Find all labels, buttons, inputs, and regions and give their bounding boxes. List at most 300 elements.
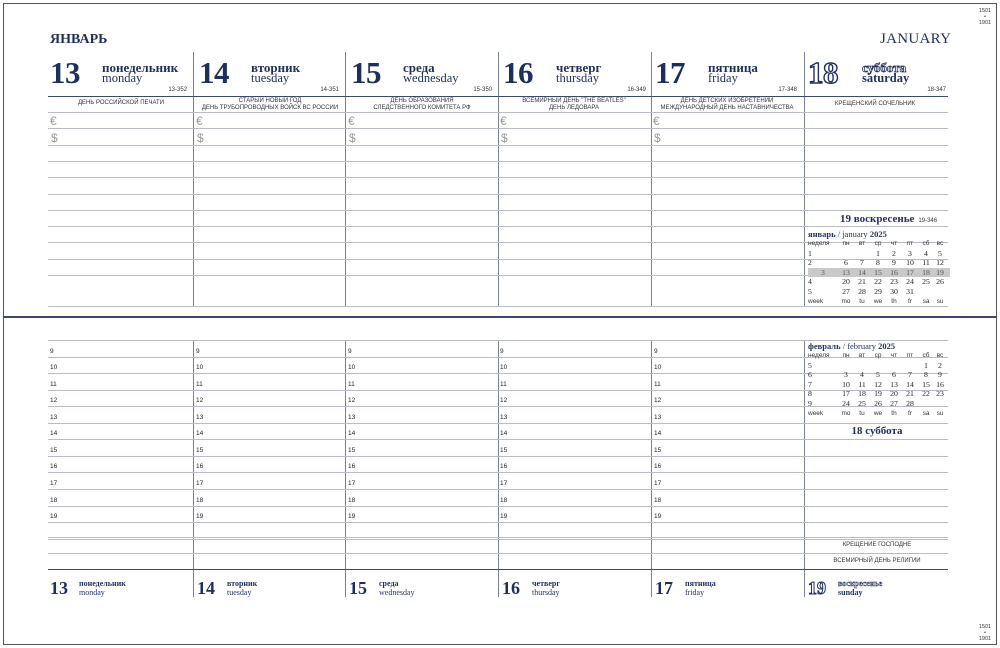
hour-label: 14 [196,430,204,437]
calendar-day [918,287,934,297]
holiday-line: ДЕНЬ ТРУБОПРОВОДНЫХ ВОЙСК ВС РОССИИ [201,105,339,111]
calendar-day: 30 [890,286,898,296]
hour-label: 13 [50,414,58,421]
calendar-day: mo [841,297,851,305]
footer-day-en: monday [79,588,105,597]
day-name-en: tuesday [251,71,290,85]
mini-calendar-title: февраль / february 2025 [808,341,896,351]
hour-label: 12 [348,397,356,404]
rule-line [48,128,948,129]
calendar-day: 27 [890,398,898,408]
mini-calendar-february [808,341,950,418]
holiday-line: ВСЕМИРНЫЙ ДЕНЬ "THE BEATLES" [522,98,626,104]
calendar-day: tu [859,297,865,305]
dollar-icon: $ [501,131,508,145]
calendar-day: 23 [890,277,898,287]
dollar-icon: $ [197,131,204,145]
calendar-day: 26 [936,277,944,287]
hour-label: 10 [196,364,204,371]
column-divider [804,340,805,597]
hour-label: 14 [50,430,58,437]
rule-line [48,177,948,178]
day-code: 16-349 [627,87,646,93]
calendar-day: ср [874,352,882,359]
holiday-note [651,98,803,112]
column-divider [804,52,805,307]
calendar-day: сб [922,240,930,247]
calendar-day: 10 [906,258,914,268]
footer-day-en: tuesday [227,588,252,597]
hour-label: 16 [50,463,58,470]
euro-icon: € [653,114,660,128]
calendar-day: 18 [922,267,930,277]
sunday-label [840,213,937,225]
hour-label: 14 [500,430,508,437]
hour-label: 16 [654,463,662,470]
hour-label: 19 [196,513,204,520]
rule-line [48,539,948,540]
day-name-en: friday [708,71,738,85]
column-divider [345,52,346,307]
calendar-day: 26 [874,398,882,408]
hour-label: 13 [500,414,508,421]
week-number: 6 [808,370,812,380]
mini-calendar-january [808,229,950,306]
mini-calendar-grid [808,239,950,306]
hour-label: 18 [348,497,356,504]
hour-label: 16 [348,463,356,470]
corner-code-top [978,8,992,26]
hour-label: 16 [500,463,508,470]
calendar-day [854,249,870,259]
mini-calendar-row [808,370,950,380]
footer-day-en: sunday [838,588,863,597]
mini-calendar-year: 2025 [878,341,896,351]
footer-day-ru: пятница [685,579,716,588]
calendar-day: пт [906,240,914,247]
corner-code-line: 1901 [978,636,992,642]
sunday-code: 19-346 [918,218,938,224]
hour-label: 15 [654,447,662,454]
month-title-ru: ЯНВАРЬ [50,32,108,47]
hour-label: 18 [50,497,58,504]
footer-day-number: 19 [808,578,826,598]
hour-label: 9 [50,348,54,355]
calendar-day: we [873,297,883,305]
euro-icon: € [348,114,355,128]
mini-calendar-month-en: february [847,341,876,351]
column-divider [498,52,499,307]
hour-label: 9 [348,348,352,355]
rule-line [48,161,948,162]
mini-calendar-row [808,268,950,278]
hour-label: 9 [500,348,504,355]
day-name-ru: суббота [862,60,907,75]
calendar-day: 11 [922,258,930,268]
calendar-day: вт [858,240,866,247]
calendar-day: 7 [860,258,864,268]
calendar-day: 4 [924,248,928,258]
mini-calendar-row [808,389,950,399]
mini-calendar-row [808,258,950,268]
calendar-day: 25 [858,398,866,408]
day-name-ru: среда [403,60,435,75]
mini-calendar-header-row [808,409,950,419]
calendar-day: 20 [890,389,898,399]
footer-day-ru: среда [379,579,399,588]
calendar-day: 1 [924,360,928,370]
euro-icon: € [50,114,57,128]
calendar-day: mo [841,409,851,417]
calendar-day: 17 [842,389,850,399]
header-rule [48,96,948,97]
calendar-day: 15 [874,267,882,277]
mini-calendar-header-row [808,351,950,361]
rule-line [48,112,948,113]
corner-code-line: 1501 [978,624,992,630]
column-divider [651,340,652,597]
calendar-day: 6 [844,258,848,268]
week-number: 5 [808,360,812,370]
rule-line [48,506,948,507]
calendar-day: 17 [906,267,914,277]
hour-label: 18 [654,497,662,504]
calendar-day: 11 [858,379,866,389]
saturday-label: 18 суббота [851,425,903,437]
mini-calendar-row [808,277,950,287]
hour-label: 11 [654,381,661,388]
day-number: 18 [808,55,838,90]
holiday-line: ДЕНЬ ДЕТСКИХ ИЗОБРЕТЕНИЙ [680,98,774,104]
day-code: 13-352 [168,87,187,93]
footer-day-number: 14 [197,578,215,598]
calendar-day: вс [936,352,944,359]
hour-label: 13 [654,414,662,421]
corner-code-line: • [984,14,986,20]
calendar-day: sa [922,297,930,305]
calendar-day: 14 [858,267,866,277]
corner-code-line: 1901 [978,20,992,26]
calendar-day: 22 [922,389,930,399]
calendar-day: вт [858,352,866,359]
hour-label: 15 [500,447,508,454]
hour-label: 19 [500,513,508,520]
week-number: неделя [808,352,830,359]
mini-calendar-year: 2025 [869,229,887,239]
hour-label: 18 [196,497,204,504]
rule-line [48,194,948,195]
rule-line [48,456,948,457]
holiday-note [50,100,192,107]
corner-code-line: • [984,630,986,636]
calendar-day: 4 [860,370,864,380]
hour-label: 11 [50,381,57,388]
rule-line [48,210,948,211]
rule-line [48,472,948,473]
rule-line [48,553,948,554]
calendar-day [934,399,946,409]
day-code: 17-348 [778,87,797,93]
calendar-day [870,361,886,371]
day-name-ru: пятница [708,60,758,75]
day-name-ru: четверг [556,60,602,75]
calendar-day: ср [874,240,882,247]
hour-label: 10 [348,364,356,371]
calendar-day: 12 [874,379,882,389]
calendar-day: 19 [874,389,882,399]
calendar-day: 13 [842,267,850,277]
column-divider [193,340,194,597]
hour-label: 19 [50,513,58,520]
footer-day-number: 15 [349,578,367,598]
calendar-day: 28 [906,398,914,408]
week-number: week [808,409,824,417]
rule-line [48,439,948,440]
mini-calendar-title: январь / january 2025 [808,229,887,239]
hour-label: 13 [348,414,356,421]
calendar-day: 21 [858,277,866,287]
mini-calendar-header-row [808,297,950,307]
holiday-note-epiphany: КРЕЩЕНИЕ ГОСПОДНЕ [842,542,912,548]
week-number: 2 [808,258,812,268]
day-name-ru: понедельник [102,60,179,75]
calendar-day: 14 [906,379,914,389]
dollar-icon: $ [349,131,356,145]
hour-label: 19 [654,513,662,520]
holiday-note [347,98,497,112]
holiday-line: ДЕНЬ ЛЕДОВАРА [548,105,600,111]
hour-label: 11 [500,381,507,388]
footer-day-en: thursday [532,588,560,597]
calendar-day: 18 [858,389,866,399]
rule-line [48,522,948,523]
hour-label: 12 [500,397,508,404]
week-number: 1 [808,248,812,258]
rule-line [48,145,948,146]
hour-label: 17 [348,480,356,487]
calendar-day: 9 [892,258,896,268]
week-number: 8 [808,389,812,399]
day-name-en: saturday [862,71,910,85]
calendar-day: 1 [876,248,880,258]
day-number: 14 [199,55,229,90]
rule-line [48,489,948,490]
calendar-day: 2 [938,360,942,370]
calendar-day: 19 [936,267,944,277]
column-divider [345,340,346,597]
hour-label: 17 [500,480,508,487]
calendar-day: 29 [874,286,882,296]
day-number: 16 [503,55,533,90]
calendar-day: su [936,409,944,417]
rule-line [48,226,948,227]
calendar-day: 7 [908,370,912,380]
day-code: 14-351 [320,87,339,93]
calendar-day: 9 [938,370,942,380]
calendar-day: 24 [842,398,850,408]
hour-label: 10 [50,364,58,371]
mini-calendar-row [808,287,950,297]
hour-label: 9 [654,348,658,355]
calendar-day [902,361,918,371]
calendar-day: 3 [844,370,848,380]
holiday-note [805,101,945,108]
hour-label: 12 [50,397,58,404]
hour-label: 15 [348,447,356,454]
calendar-day: 5 [876,370,880,380]
day-name-ru: вторник [251,60,301,75]
day-name-en: monday [102,71,143,85]
mini-calendar-row [808,361,950,371]
calendar-day: 5 [938,248,942,258]
mini-calendar-row [808,249,950,259]
holiday-line: МЕЖДУНАРОДНЫЙ ДЕНЬ НАСТАВНИЧЕСТВА [660,105,794,111]
calendar-day: 8 [924,370,928,380]
calendar-day: 22 [874,277,882,287]
hour-label: 16 [196,463,204,470]
mini-calendar-row [808,399,950,409]
calendar-day [838,361,854,371]
calendar-day: пт [906,352,914,359]
dollar-icon: $ [51,131,58,145]
week-number: неделя [808,240,830,247]
calendar-day: 2 [892,248,896,258]
footer-day-ru: понедельник [79,579,126,588]
hour-label: 14 [348,430,356,437]
hour-label: 14 [654,430,662,437]
euro-icon: € [196,114,203,128]
calendar-day: su [936,297,944,305]
calendar-day: fr [908,409,912,417]
day-number: 13 [50,55,80,90]
hour-label: 15 [196,447,204,454]
day-number: 15 [351,55,381,90]
mini-calendar-grid [808,351,950,418]
day-code: 15-350 [473,87,492,93]
calendar-day [886,361,902,371]
calendar-day: чт [890,352,898,359]
calendar-day: 3 [908,248,912,258]
column-divider [498,340,499,597]
mini-calendar-month-en: january [842,229,868,239]
calendar-day: 6 [892,370,896,380]
week-number: 7 [808,379,812,389]
calendar-day: th [891,297,897,305]
holiday-line: КРЕЩЕНСКИЙ СОЧЕЛЬНИК [834,101,916,107]
calendar-day: 24 [906,277,914,287]
dollar-icon: $ [654,131,661,145]
calendar-day: fr [908,297,912,305]
hour-label: 18 [500,497,508,504]
footer-day-en: friday [685,588,705,597]
week-number: 3 [821,267,825,277]
calendar-day: 8 [876,258,880,268]
euro-icon: € [500,114,507,128]
calendar-day: 15 [922,379,930,389]
calendar-day: 12 [936,258,944,268]
page-divider [3,316,997,318]
column-divider [193,52,194,307]
calendar-day: th [891,409,897,417]
calendar-day: we [873,409,883,417]
calendar-day: 20 [842,277,850,287]
calendar-day [854,361,870,371]
calendar-day [934,287,946,297]
hour-label: 10 [654,364,662,371]
hour-label: 17 [50,480,58,487]
week-number: 9 [808,398,812,408]
week-number: 4 [808,277,812,287]
calendar-day: 16 [936,379,944,389]
holiday-line: ДЕНЬ РОССИЙСКОЙ ПЕЧАТИ [77,100,165,106]
calendar-day: 13 [890,379,898,389]
mini-calendar-header-row [808,239,950,249]
calendar-day: sa [922,409,930,417]
day-name-en: thursday [556,71,600,85]
hour-label: 19 [348,513,356,520]
sunday-label-text: 19 воскресенье [840,213,915,225]
calendar-day: чт [890,240,898,247]
calendar-day: 25 [922,277,930,287]
calendar-day: пн [842,352,850,359]
hour-label: 11 [196,381,203,388]
footer-day-number: 17 [655,578,673,598]
week-number: 5 [808,286,812,296]
calendar-day: 23 [936,389,944,399]
day-name-en: wednesday [403,71,459,85]
hour-label: 12 [196,397,204,404]
mini-calendar-row [808,380,950,390]
footer-rule [48,569,948,570]
calendar-day: 16 [890,267,898,277]
holiday-line: СЛЕДСТВЕННОГО КОМИТЕТА РФ [373,105,471,111]
calendar-day [838,249,854,259]
mini-calendar-month-ru: январь [808,229,836,239]
calendar-day: 28 [858,286,866,296]
holiday-line: ДЕНЬ ОБРАЗОВАНИЯ [390,98,454,104]
corner-code-bottom [978,624,992,642]
hour-label: 10 [500,364,508,371]
day-number: 17 [655,55,685,90]
calendar-day: пн [842,240,850,247]
hour-label: 13 [196,414,204,421]
hour-label: 9 [196,348,200,355]
calendar-day: 10 [842,379,850,389]
rule-line [48,423,948,424]
footer-day-ru: воскресенье [838,579,883,588]
hour-label: 15 [50,447,58,454]
holiday-note [499,98,649,112]
month-title-en: JANUARY [880,31,952,47]
calendar-day: сб [922,352,930,359]
hour-label: 11 [348,381,355,388]
hour-label: 12 [654,397,662,404]
footer-day-number: 16 [502,578,520,598]
footer-day-en: wednesday [379,588,415,597]
column-divider [651,52,652,307]
footer-day-number: 13 [50,578,68,598]
calendar-day: вс [936,240,944,247]
mini-calendar-month-ru: февраль [808,341,841,351]
calendar-day: 27 [842,286,850,296]
corner-code-line: 1501 [978,8,992,14]
calendar-day [918,399,934,409]
footer-day-ru: вторник [227,579,258,588]
calendar-day: 21 [906,389,914,399]
holiday-line: СТАРЫЙ НОВЫЙ ГОД [238,98,302,104]
week-number: week [808,297,824,305]
footer-day-ru: четверг [532,579,560,588]
